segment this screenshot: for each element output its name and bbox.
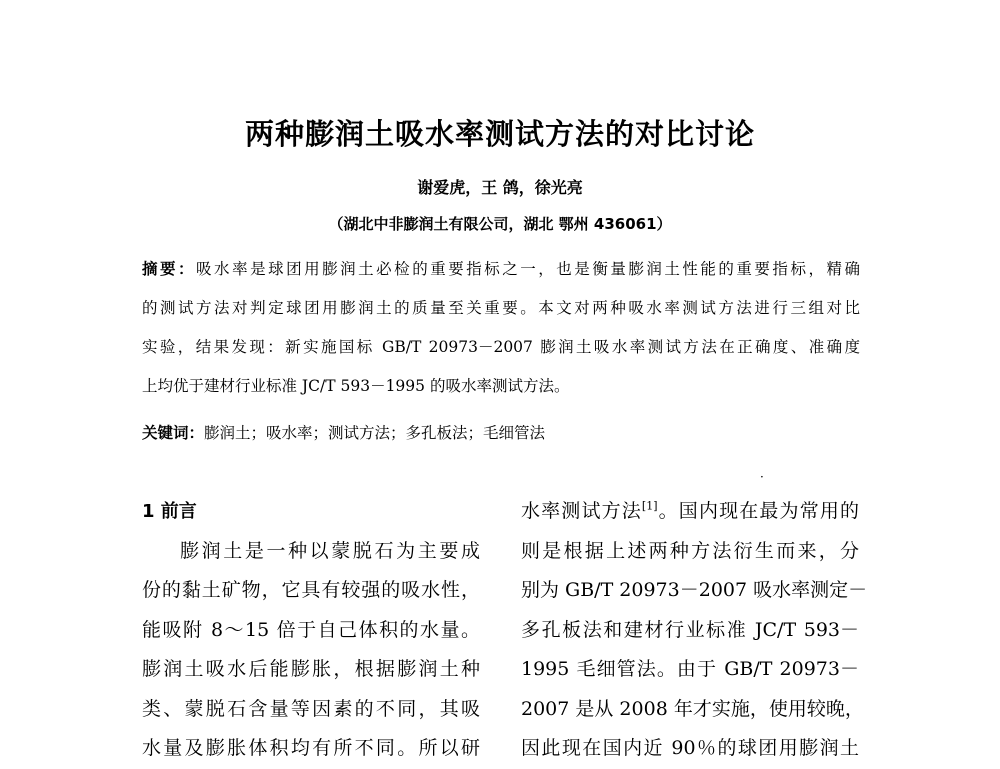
author-list: 谢爱虎，王 鸽，徐光亮 (417, 178, 583, 197)
abstract-line: 实验，结果发现：新实施国标 GB/T 20973－2007 膨润土吸水率测试方法在正确度、准确度 (142, 338, 860, 356)
keywords-text: 膨润土；吸水率；测试方法；多孔板法；毛细管法 (204, 424, 546, 442)
body-line: 能吸附 8～15 倍于自己体积的水量。 (142, 618, 480, 641)
author-affiliation: （湖北中非膨润土有限公司，湖北 鄂州 436061） (328, 215, 672, 233)
abstract-label: 摘要： (142, 260, 197, 278)
abstract-line: 的测试方法对判定球团用膨润土的质量至关重要。本文对两种吸水率测试方法进行三组对比 (142, 299, 860, 317)
body-line: 多孔板法和建材行业标准 JC/T 593－ (521, 618, 859, 641)
left-column (142, 492, 480, 769)
body-line: 份的黏土矿物，它具有较强的吸水性， (142, 579, 480, 601)
stray-mark: · (760, 470, 764, 484)
body-line (521, 492, 859, 532)
keywords-label: 关键词： (142, 424, 205, 442)
abstract (142, 250, 860, 406)
body-line: 因此现在国内近 90％的球团用膨润土 (521, 737, 859, 759)
paper-title: 两种膨润土吸水率测试方法的对比讨论 (244, 117, 755, 151)
body-line: 别为 GB/T 20973－2007 吸水率测定－ (521, 579, 868, 601)
body-line: 水量及膨胀体积均有所不同。所以研 (142, 737, 480, 759)
section-heading-introduction: 1 前言 (142, 501, 197, 522)
abstract-text: 吸水率是球团用膨润土必检的重要指标之一，也是衡量膨润土性能的重要指标，精确 (196, 260, 860, 278)
body-line: 膨润土吸水后能膨胀，根据膨润土种 (142, 658, 480, 680)
body-line: 膨润土是一种以蒙脱石为主要成 (180, 539, 480, 562)
body-text: 。国内现在最为常用的 (657, 500, 859, 522)
abstract-line: 上均优于建材行业标准 JC/T 593－1995 的吸水率测试方法。 (142, 377, 570, 395)
body-line: 则是根据上述两种方法衍生而来，分 (521, 539, 859, 562)
keywords (142, 418, 545, 448)
abstract-line (142, 250, 860, 289)
reference-marker: [1] (641, 499, 658, 513)
body-line: 2007 是从 2008 年才实施，使用较晚， (521, 697, 864, 720)
body-text: 水率测试方法 (521, 500, 642, 522)
body-line: 1995 毛细管法。由于 GB/T 20973－ (521, 658, 859, 680)
body-line: 类、蒙脱石含量等因素的不同，其吸 (142, 697, 480, 720)
right-column (521, 492, 868, 769)
